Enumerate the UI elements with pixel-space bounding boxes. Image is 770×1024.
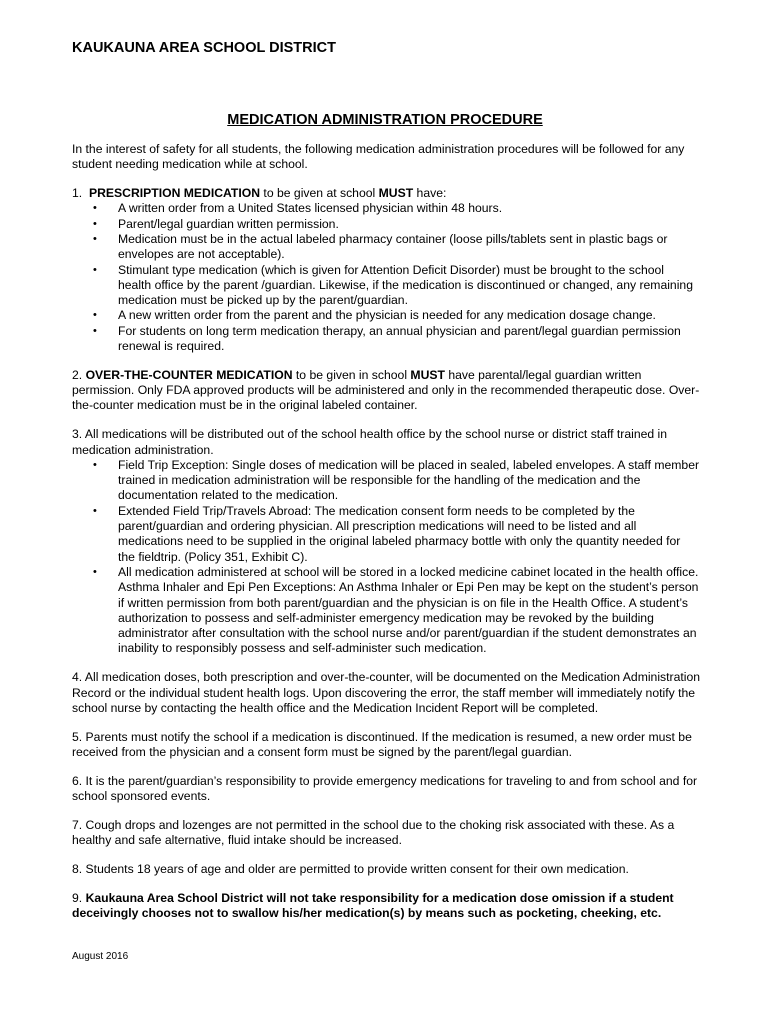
section-9-bold-text: Kaukauna Area School District will not take responsibility for a medication dose omission if a student deceivingly chooses not to swallow his/her medication(s) by means such as pocketing, cheeking, etc. <box>72 890 674 920</box>
document-title: MEDICATION ADMINISTRATION PROCEDURE <box>227 112 543 128</box>
list-item: • A written order from a United States licensed physician within 48 hours. <box>93 201 503 216</box>
section-2-must: MUST <box>410 367 445 382</box>
intro-paragraph: In the interest of safety for all students, the following medication administration procedures will be followed for any student needing medication while at school. <box>72 142 685 172</box>
list-item: • All medication administered at school will be stored in a locked medicine cabinet located in the health office. Asthma Inhaler and Epi Pen Exceptions: An Asthma Inhaler or Epi Pen may be kept on the student’s person if written permission from both parent/guardian and the physician is on file in the Health Office. A student’s authorization to possess and self-administer emergency medication may be revoked by the building administrator after consultation with the school nurse and/or parent/guardian if the student demonstrates an inability to responsibly possess and self-administer such medication. <box>93 564 699 656</box>
section-2-lead: OVER-THE-COUNTER MEDICATION <box>85 367 293 382</box>
section-1-list <box>72 201 700 354</box>
list-item: • A new written order from the parent and the physician is needed for any medication dosage change. <box>93 308 656 323</box>
list-item: • Field Trip Exception: Single doses of medication will be placed in sealed, labeled envelopes. A staff member trained in medication administration will be responsible for the handling of the medication and the documentation related to the medication. <box>93 457 700 503</box>
list-item: • Medication must be in the actual labeled pharmacy container (loose pills/tablets sent in plastic bags or envelopes are not acceptable). <box>93 231 668 262</box>
document-body <box>72 142 700 935</box>
section-3-paragraph: 3. All medications will be distributed out of the school health office by the school nurse or district staff trained in medication administration. <box>72 427 668 457</box>
section-7-paragraph: 7. Cough drops and lozenges are not permitted in the school due to the choking risk associated with these. As a healthy and safe alternative, fluid intake should be increased. <box>72 817 675 848</box>
section-1-heading: 1. PRESCRIPTION MEDICATION to be given at school MUST have: <box>72 186 447 201</box>
section-2-paragraph: 2. OVER-THE-COUNTER MEDICATION to be given in school MUST have parental/legal guardian written permission. Only FDA approved products will be administered and only in the recommended therapeutic dose. Over-the-counter medication must be in the original labeled container. <box>72 367 700 413</box>
list-item: • For students on long term medication therapy, an annual physician and parent/legal guardian permission renewal is required. <box>93 323 681 354</box>
section-1-must: MUST <box>378 186 414 201</box>
list-item: • Parent/legal guardian written permission. <box>93 216 339 231</box>
section-9-paragraph: 9. Kaukauna Area School District will not take responsibility for a medication dose omission if a student deceivingly chooses not to swallow his/her medication(s) by means such as pocketing, cheeking, etc. <box>72 890 674 920</box>
section-1-lead: PRESCRIPTION MEDICATION <box>88 186 261 201</box>
section-8-paragraph: 8. Students 18 years of age and older are permitted to provide written consent for their own medication. <box>72 861 629 876</box>
footer-date: August 2016 <box>72 951 129 962</box>
section-6-paragraph: 6. It is the parent/guardian’s responsibility to provide emergency medications for traveling to and from school and for school sponsored events. <box>72 773 698 803</box>
list-item: • Extended Field Trip/Travels Abroad: The medication consent form needs to be completed by the parent/guardian and ordering physician. All prescription medications will need to be listed and all medications need to be supplied in the original labeled pharmacy bottle with only the quantity needed for the fieldtrip. (Policy 351, Exhibit C). <box>93 503 681 564</box>
list-item: • Stimulant type medication (which is given for Attention Deficit Disorder) must be brought to the school health office by the parent /guardian. Likewise, if the medication is discontinued or changed, any remaining medication must be picked up by the parent/guardian. <box>93 262 693 308</box>
section-5-paragraph: 5. Parents must notify the school if a medication is discontinued. If the medication is resumed, a new order must be received from the physician and a consent form must be signed by the parent/legal guardian. <box>72 729 692 759</box>
district-name: KAUKAUNA AREA SCHOOL DISTRICT <box>72 40 336 56</box>
section-3-list <box>72 458 700 657</box>
section-4-paragraph: 4. All medication doses, both prescription and over-the-counter, will be documented on the Medication Administration Record or the individual student health logs. Upon discovering the error, the staff member will immediately notify the school nurse by contacting the health office and the Medication Incident Report will be completed. <box>72 670 701 715</box>
